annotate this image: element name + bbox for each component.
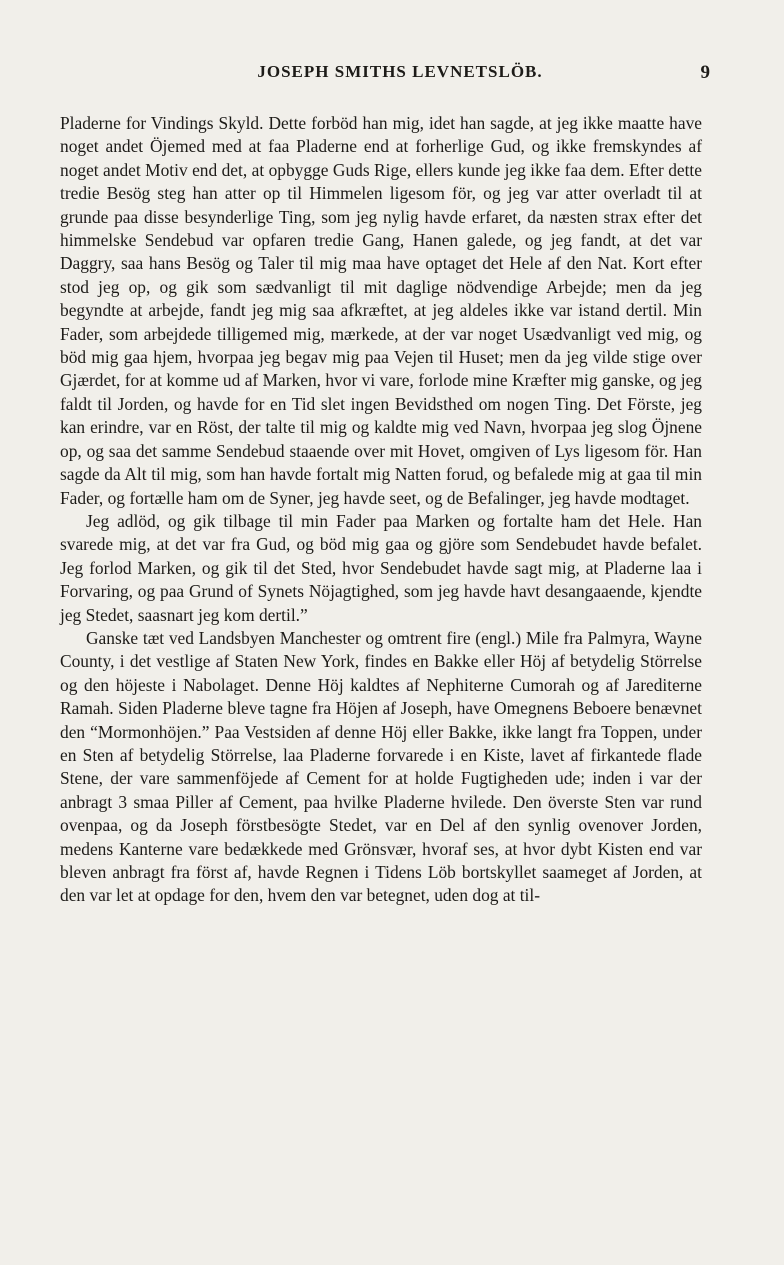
page-header (90, 62, 710, 86)
page-number: 9 (700, 62, 710, 83)
paragraph: Ganske tæt ved Landsbyen Manchester og omtrent fire (engl.) Mile fra Palmyra, Wayne County, i det vestlige af Staten New York, findes en Bakke eller Höj af betydelig Störrelse og den höjeste i Nabolaget. Denne Höj kaldtes af Nephiterne Cumorah og af Jarediterne Ramah. Siden Pladerne bleve tagne fra Höjen af Joseph, have Omegnens Beboere benævnet den “Mormonhöjen.” Paa Vestsiden af denne Höj eller Bakke, ikke langt fra Toppen, under en Sten af betydelig Störrelse, laa Pladerne forvarede i en Kiste, lavet af firkantede flade Stene, der vare sammenföjede af Cement for at holde Fugtigheden ude; inden i var der anbragt 3 smaa Piller af Cement, paa hvilke Pladerne hvilede. Den överste Sten var rund ovenpaa, og da Joseph förstbesögte Stedet, var en Del af den synlig ovenover Jorden, medens Kanterne vare bedækkede med Grönsvær, hvoraf ses, at hvor dybt Kisten end var bleven anbragt fra först af, havde Regnen i Tidens Löb bortskyllet saameget af Jorden, at den var let at opdage for den, hvem den var betegnet, uden dog at til- (60, 627, 702, 906)
body-text (60, 112, 702, 908)
paragraph: Jeg adlöd, og gik tilbage til min Fader paa Marken og fortalte ham det Hele. Han svarede mig, at det var fra Gud, og böd mig gaa og gjöre som Sendebudet havde befalet. Jeg forlod Marken, og gik til det Sted, hvor Sendebudet havde sagt mig, at Pladerne laa i Forvaring, og paa Grund of Synets Nöjagtighed, som jeg havde havt desangaaende, kjendte jeg Stedet, saasnart jeg kom dertil.” (60, 510, 702, 625)
paragraph: Pladerne for Vindings Skyld. Dette forböd han mig, idet han sagde, at jeg ikke maatte have noget andet Öjemed med at faa Pladerne end at forherlige Gud, og ikke fremskyndes af noget andet Motiv end det, at opbygge Guds Rige, ellers kunde jeg ikke faa dem. Efter dette tredie Besög steg han atter op til Himmelen ligesom för, og jeg var atter overladt til at grunde paa disse besynderlige Ting, som jeg nylig havde erfaret, da næsten strax efter det himmelske Sendebud var opfaren tredie Gang, Hanen galede, og jeg fandt, at det var Daggry, saa hans Besög og Taler til mig maa have optaget det Hele af den Nat. Kort efter stod jeg op, og gik som sædvanligt til mit daglige nödvendige Arbejde; men da jeg begyndte at arbejde, fandt jeg mig saa afkræftet, at jeg aldeles ikke var istand dertil. Min Fader, som arbejdede tilligemed mig, mærkede, at der var noget Usædvanligt ved mig, og böd mig gaa hjem, hvorpaa jeg begav mig paa Vejen til Huset; men da jeg vilde stige over Gjærdet, for at komme ud af Marken, hvor vi vare, forlode mine Kræfter mig ganske, og jeg faldt til Jorden, og havde for en Tid slet ingen Bevidsthed om nogen Ting. Det Förste, jeg kan erindre, var en Röst, der talte til mig og kaldte mig ved Navn, hvorpaa jeg slog Öjnene op, og saa det samme Sendebud staaende over mit Hovet, omgiven of Lys ligesom för. Han sagde da Alt til mig, som han havde fortalt mig Natten forud, og befalede mig at gaa til min Fader, og fortælle ham om de Syner, jeg havde seet, og de Befalinger, jeg havde modtaget. (60, 113, 702, 508)
running-title: JOSEPH SMITHS LEVNETSLÖB. (257, 62, 543, 81)
